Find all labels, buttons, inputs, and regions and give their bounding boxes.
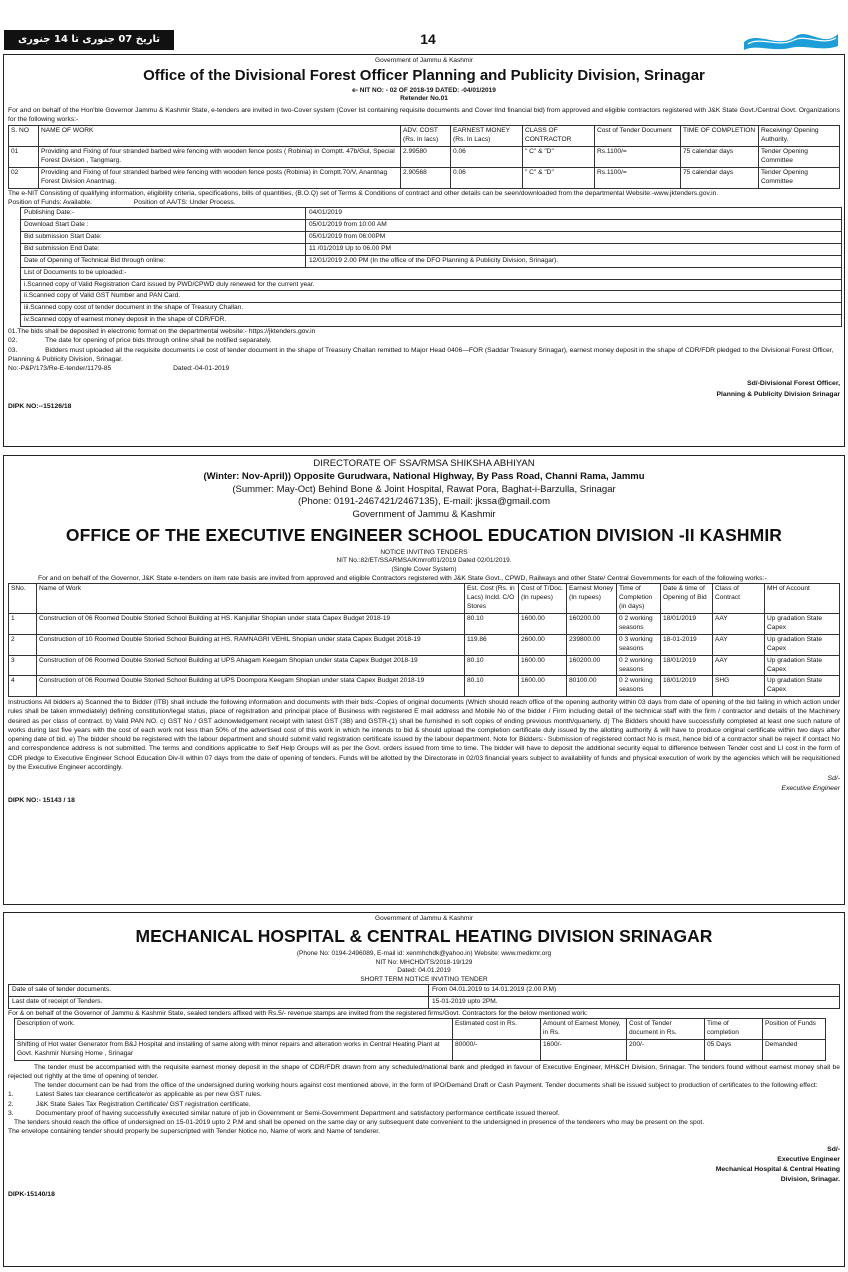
schedule-label: Date of Opening of Technical Bid through online:: [21, 255, 306, 267]
office-title: Office of the Divisional Forest Officer Planning and Publicity Division, Srinagar: [143, 67, 705, 85]
table-row: [21, 267, 842, 279]
schedule-label: Download Start Date :: [21, 220, 306, 232]
funds-text: Position of Funds: Available.: [8, 198, 92, 206]
signature-line: Executive Engineer: [777, 1155, 840, 1163]
schedule-table: [20, 207, 842, 327]
table-row: [9, 655, 840, 676]
table-cell: 01: [9, 147, 39, 168]
dipk-number: DIPK NO:- 15143 / 18: [8, 796, 75, 804]
column-header: CLASS OF CONTRACTOR: [523, 126, 595, 147]
table-cell: 3: [9, 655, 37, 676]
schedule-value: 12/01/2019 2.00 PM (In the office of the DFO Planning & Publicity Division, Srinagar).: [306, 255, 842, 267]
note-1: 01.The bids shall be deposited in electronic format on the departmental website:- https://jktenders.gov.in: [8, 328, 316, 336]
table-cell: Up gradation State Capex: [765, 634, 840, 655]
notice-title: NOTICE INVITING TENDERS: [380, 548, 468, 556]
enit-info: The e-NIT Consisting of qualifying information, eligibility criteria, specifications, bills of quantities, (B.O.Q) set of Terms & Conditions of contract and other details can be seen/downloaded from the departmental Website:-www.jktenders.gov.in.: [8, 189, 719, 197]
aats-text: Position of AA/TS: Under Process.: [133, 198, 236, 206]
govt-line: Government of Jammu & Kashmir: [352, 509, 496, 521]
table-cell: 0 2 working seasons: [617, 655, 661, 676]
table-cell: 0 3 working seasons: [617, 634, 661, 655]
schedule-value: From 04.01.2019 to 14.01.2019 (2.00 P.M): [429, 984, 840, 996]
column-header: SNo.: [9, 584, 37, 614]
note-2: [8, 336, 840, 345]
intro-text: For and on behalf of the Hon'ble Governor Jammu & Kashmir State, e-tenders are invited in two-Cover system (Cover Ist containing requisite documents and Cover IInd financial bid) from approved and eligible contractors registered with J&K State Govt./Central Govt. Organizations for the following works:-: [8, 106, 840, 124]
works-table: [8, 583, 840, 697]
table-cell: 160200.00: [567, 655, 617, 676]
column-header: Cost of Tender Document: [595, 126, 681, 147]
table-cell: 1600.00: [519, 676, 567, 697]
notice-title: SHORT TERM NOTICE INVITING TENDER: [360, 975, 488, 983]
column-header: Class of Contract: [713, 584, 765, 614]
column-header: Cost of Tender document in Rs.: [627, 1018, 705, 1039]
nit-number: e- NIT NO: - 02 OF 2018-19 DATED: -04/01/2019: [352, 86, 496, 94]
table-cell: 200/-: [627, 1039, 705, 1060]
schedule-label: Bid submission End Date:: [21, 243, 306, 255]
note-text: The date for opening of price bids through online shall be notified separately.: [45, 337, 272, 345]
column-header: Earnest Money (In rupees): [567, 584, 617, 614]
table-cell: 80000/-: [453, 1039, 541, 1060]
column-header: TIME OF COMPLETION: [681, 126, 759, 147]
table-cell: SHG: [713, 676, 765, 697]
list-text: J&K State Sales Tax Registration Certificate/ GST registration certificate.: [36, 1100, 251, 1108]
instructions-text: Instructions All bidders a) Scanned the to Bidder (ITB) shall include the following information and documents with their bids:-Copies of original documents (Which should reach office of the opening authority within 03 days from date of opening of the bid failing in which action under rules shall be taken immediately) defining constitution/legal status, place of registration and principal place of Business with registered E mail address and Mobile No of the bidder / Firm including detail of the technical staff with the firm / contractor and details of the Machinery desired as per class of contract. b) Valid PAN NO. c) GST No / GST acknowledgement receipt with latest GST (3B) and GSTR-(1) shall be furnished in soft copies of ending previous month/quarterly. d) The Bidders should have successfully completed at least one such nature of works during last five years with the cost of each work not less than 50% of the advertised cost of this work in which he intends to bid & should upload the completion certificate duly issued by the allotting authority & will have to produce original certificate within two days after opening date of bid. e) The bidder should be registered with the labour department and should submit valid registration certificate issued by the labour department. Note for Bidders:- Submission of registered contact No is must, hence bid of a contractor shall be reject if contact No and correspondence address is not submitted. The terms and conditions applicable to Self Help Groups will as per the Govt. orders issued from time to time. The bidder will have to deposit the additional security equal to difference between Tender cost and LI cost in the form of CDR pledge to Executive Engineer School Education Div-II within 07 days from the date of opening of tenders. Funds will be allotted by the Directorate in 02/03 financial years subject to availability of funds and physical execution of work by the agencies which will be requisitioned by the Executive Engineer accordingly.: [8, 699, 840, 771]
table-row: [21, 220, 842, 232]
table-cell: 80100.00: [567, 676, 617, 697]
dipk-number: DIPK-15140/18: [8, 1191, 55, 1199]
table-cell: Providing and Fixing of four stranded barbed wire fencing with wooden fence posts ( Robinia) in Comptt. 47b/Gul, Special Forest Division , Tangmarg.: [39, 147, 401, 168]
signature-line: Division, Srinagar.: [780, 1176, 840, 1184]
table-row: [9, 614, 840, 635]
paragraph: The tender must be accompanied with the requisite earnest money deposit in the shape of CDR/FDR drawn from any scheduled/national bank and pledged in favour of Executive Engineer, MH&CH Division, Srinagar. The tenders found without earnest money shall be rejected out rightly at the time of opening of tender.: [8, 1063, 840, 1080]
nit-number: NIT No.:82/ET/SSARMSA/Kmrrof01/2019 Dated 02/01/2019.: [336, 557, 512, 565]
schedule-value: 05/01/2019 from 06:00PM: [306, 231, 842, 243]
signature-line: Executive Engineer: [781, 785, 840, 793]
dipk-number: DIPK NO:--15126/18: [8, 402, 72, 410]
reference-number: No:-P&P/173/Re-E-tender/1179-85: [8, 365, 112, 373]
table-cell: Shifting of Hot water Generator from B&J Hospital and installing of same along with minor repairs and alteration works in Central Heating Plant at Govt. Kashmir Nursing Home , Srinagar: [15, 1039, 453, 1060]
contact-line: (Phone No: 0194-2496089, E-mail id: xenmhchdk@yahoo.in) Website: www.medkmr.org: [296, 950, 552, 958]
table-cell: Tender Opening Committee: [759, 147, 840, 168]
funds-position: [8, 198, 840, 207]
table-cell: Construction of 06 Roomed Double Storied School Building at UPS Ahagam Keegam Shopian under stata Capex Budget 2018-19: [37, 655, 465, 676]
table-cell: Up gradation State Capex: [765, 655, 840, 676]
page-number: 14: [420, 31, 436, 47]
works-table: [8, 125, 840, 188]
schedule-value: 15-01-2019 upto 2PM.: [429, 996, 840, 1008]
list-text: Documentary proof of having successfully executed similar nature of job in Government or Semi-Government Department and satisfactory performance certificate issued thereof.: [36, 1109, 560, 1117]
table-cell: Construction of 06 Roomed Double Storied School Building at HS. Kanjullar Shopian under stata Capex Budget 2018-19: [37, 614, 465, 635]
note-number: 02.: [8, 337, 18, 345]
table-cell: 119.86: [465, 634, 519, 655]
paragraph: The envelope containing tender should properly be superscripted with Tender Notice no, Name of work and Name of tenderer.: [8, 1128, 380, 1136]
list-item: [8, 1100, 840, 1109]
table-cell: 02: [9, 167, 39, 188]
reference-date: Dated:-04-01-2019: [173, 365, 230, 373]
column-header: EARNEST MONEY (Rs. In Lacs): [451, 126, 523, 147]
note-number: 03.: [8, 346, 18, 354]
nit-number: NIT No: MHCHD/TS/2018-19/129: [375, 958, 473, 966]
column-header: S. NO: [9, 126, 39, 147]
schedule-label: Bid submission Start Date:: [21, 231, 306, 243]
nit-date: Dated: 04.01.2019: [397, 967, 451, 975]
table-cell: 80.10: [465, 614, 519, 635]
table-cell: Construction of 06 Roomed Double Storied School Building at UPS Doompora Keegam Shopian under stata Capex Budget 2018-19: [37, 676, 465, 697]
table-cell: Tender Opening Committee: [759, 167, 840, 188]
signature-line: Sd/-Divisional Forest Officer,: [747, 380, 840, 388]
table-cell: 160200.00: [567, 614, 617, 635]
table-cell: 05 Days: [705, 1039, 763, 1060]
paragraph: The tenders should reach the office of undersigned on 15-01-2019 upto 2 P.M and shall be opened on the same day or any subsequent date convenient to the undersigned in presence of the tenderers who may be present on the spot.: [14, 1119, 705, 1127]
list-number: 1.: [8, 1091, 14, 1099]
schedule-label: Publishing Date:-: [21, 208, 306, 220]
table-row: [21, 315, 842, 327]
table-row: [21, 279, 842, 291]
column-header: MH of Account: [765, 584, 840, 614]
column-header: Cost of T/Doc. (In rupees): [519, 584, 567, 614]
newspaper-logo-icon: [738, 26, 842, 52]
table-cell: 80.10: [465, 676, 519, 697]
signature-line: Mechanical Hospital & Central Heating: [715, 1165, 840, 1173]
table-cell: " C" & "D": [523, 167, 595, 188]
system-line: (Single Cover System): [391, 565, 457, 573]
contact-line: (Phone: 0191-2467421/2467135), E-mail: jkssa@gmail.com: [297, 496, 551, 508]
table-row: [9, 634, 840, 655]
column-header: Est. Cost (Rs. in Lacs) Incld. C/O Stores: [465, 584, 519, 614]
table-cell: 4: [9, 676, 37, 697]
table-cell: 0 2 working seasons: [617, 676, 661, 697]
table-header-row: [15, 1018, 826, 1039]
table-row: [21, 208, 842, 220]
retender-number: Retender No.01: [400, 95, 448, 103]
list-number: 3.: [8, 1109, 14, 1117]
table-cell: 1: [9, 614, 37, 635]
intro-text: For & on behalf of the Governor of Jammu & Kashmir State, sealed tenders affixed with Rs.5/- revenue stamps are invited from the registered firms/Govt. Contractors for the below mentioned work:: [8, 1009, 588, 1017]
reference-line: [8, 364, 840, 373]
table-cell: 239800.00: [567, 634, 617, 655]
newspaper-logo: [738, 26, 842, 52]
table-cell: 2.99580: [401, 147, 451, 168]
school-education-tender-notice: [3, 455, 845, 905]
table-row: [15, 1039, 826, 1060]
table-cell: 75 calendar days: [681, 147, 759, 168]
table-cell: 18/01/2019: [661, 676, 713, 697]
govt-line: Government of Jammu & Kashmir: [375, 915, 473, 922]
summer-address: (Summer: May-Oct) Behind Bone & Joint Hospital, Rawat Pora, Baghat-i-Barzulla, Srinagar: [232, 483, 616, 495]
list-item: [8, 1090, 840, 1099]
list-text: Latest Sales tax clearance certificate/or as applicable as per new GST rules.: [36, 1091, 262, 1099]
table-cell: 0.06: [451, 147, 523, 168]
table-row: [9, 996, 840, 1008]
table-cell: Up gradation State Capex: [765, 614, 840, 635]
table-cell: AAY: [713, 655, 765, 676]
table-row: [9, 676, 840, 697]
table-cell: 75 calendar days: [681, 167, 759, 188]
list-number: 2.: [8, 1100, 14, 1108]
table-cell: Construction of 10 Roomed Double Storied School Building at HS. RAMNAGRI VEHIL Shopian under stata Capex Budget 2018-19: [37, 634, 465, 655]
table-cell: Providing and Fixing of four stranded barbed wire fencing with wooden fence posts (Robinia) in Comptt.70/V, Anantnag Forest Division Anantnag.: [39, 167, 401, 188]
signature-line: Planning & Publicity Division Srinagar: [716, 390, 840, 398]
column-header: Estimated cost in Rs.: [453, 1018, 541, 1039]
document-item: ii.Scanned copy of Valid GST Number and PAN Card.: [21, 291, 842, 303]
table-header-row: [9, 126, 840, 147]
column-header: Date & time of Opening of Bid: [661, 584, 713, 614]
table-cell: 1600.00: [519, 614, 567, 635]
column-header: Time of Completion (in days): [617, 584, 661, 614]
table-row: [21, 291, 842, 303]
table-row: [21, 243, 842, 255]
forest-tender-notice: [3, 54, 845, 447]
note-3: [8, 346, 840, 365]
table-cell: Up gradation State Capex: [765, 676, 840, 697]
table-cell: " C" & "D": [523, 147, 595, 168]
table-cell: 80.10: [465, 655, 519, 676]
date-banner: تاریخ 07 جنوری تا 14 جنوری 2019: [4, 30, 174, 50]
document-item: i.Scanned copy of Valid Registration Card issued by PWD/CPWD duly renewed for the current year.: [21, 279, 842, 291]
table-cell: Demanded: [763, 1039, 826, 1060]
document-item: iii.Scanned copy cost of tender document in the shape of Treasury Challan.: [21, 303, 842, 315]
column-header: Time of completion: [705, 1018, 763, 1039]
column-header: NAME OF WORK: [39, 126, 401, 147]
documents-title: List of Documents to be uploaded:-: [21, 267, 842, 279]
schedule-value: 04/01/2019: [306, 208, 842, 220]
column-header: Position of Funds: [763, 1018, 826, 1039]
table-cell: 1600/-: [541, 1039, 627, 1060]
signature-line: Sd/-: [827, 1145, 840, 1153]
table-cell: AAY: [713, 614, 765, 635]
paragraph: The tender document can be had from the office of the undersigned during working hours against cost mentioned above, in the form of IPO/Demand Draft or Cash Payment. Tender documents shall be issued subject to production of certificates to the following effect:: [34, 1082, 818, 1090]
schedule-value: 05/01/2019 from 10:00 AM: [306, 220, 842, 232]
table-cell: Rs.1100/=: [595, 167, 681, 188]
schedule-label: Date of sale of tender documents.: [9, 984, 429, 996]
schedule-value: 11 /01/2019 Up to 06.00 PM: [306, 243, 842, 255]
office-title: MECHANICAL HOSPITAL & CENTRAL HEATING DIVISION SRINAGAR: [135, 926, 713, 947]
schedule-table: [8, 984, 840, 1009]
column-header: ADV. COST (Rs. In lacs): [401, 126, 451, 147]
table-cell: 18/01/2019: [661, 614, 713, 635]
table-cell: 2: [9, 634, 37, 655]
signature-line: Sd/-: [827, 775, 840, 783]
govt-line: Government of Jammu & Kashmir: [375, 57, 473, 64]
table-cell: 1600.00: [519, 655, 567, 676]
schedule-label: Last date of receipt of Tenders.: [9, 996, 429, 1008]
mechanical-hospital-tender-notice: [3, 912, 845, 1267]
winter-address: (Winter: Nov-April)) Opposite Gurudwara, National Highway, By Pass Road, Channi Rama, Jammu: [203, 470, 645, 482]
list-item: [8, 1109, 840, 1118]
directorate-title: DIRECTORATE OF SSA/RMSA SHIKSHA ABHIYAN: [313, 458, 535, 469]
column-header: Amount of Earnest Money, in Rs.: [541, 1018, 627, 1039]
table-cell: 2600.00: [519, 634, 567, 655]
table-cell: AAY: [713, 634, 765, 655]
column-header: Description of work.: [15, 1018, 453, 1039]
table-row: [9, 147, 840, 168]
table-cell: 18/01/2019: [661, 655, 713, 676]
table-row: [21, 255, 842, 267]
table-header-row: [9, 584, 840, 614]
table-row: [21, 231, 842, 243]
table-cell: 18-01-2019: [661, 634, 713, 655]
works-table: [14, 1018, 826, 1061]
column-header: Name of Work: [37, 584, 465, 614]
intro-text: For and on behalf of the Governor, J&K State e-tenders on item rate basis are invited from approved and eligible Contractors registered with J&K State Govt., CPWD, Railways and other State/ Central Governments for each of the following works:-: [38, 575, 767, 583]
table-cell: 2.90568: [401, 167, 451, 188]
note-text: Bidders must uploaded all the requisite documents i.e cost of tender document in the shape of Treasury Challan remitted to Major Head 0406—FOR (Saddar Treasury Srinagar), earnest money deposit in the shape of CDR/FDR pledged to the Divisional Forest Officer, Planning & Publicity Division, Srinagar.: [8, 346, 834, 363]
table-cell: 0 2 working seasons: [617, 614, 661, 635]
table-cell: 0.06: [451, 167, 523, 188]
document-item: iv.Scanned copy of earnest money deposit in the shape of CDR/FDR.: [21, 315, 842, 327]
table-row: [21, 303, 842, 315]
table-cell: Rs.1100/=: [595, 147, 681, 168]
table-row: [9, 167, 840, 188]
table-row: [9, 984, 840, 996]
column-header: Receiving/ Opening Authority.: [759, 126, 840, 147]
office-title: OFFICE OF THE EXECUTIVE ENGINEER SCHOOL EDUCATION DIVISION -II KASHMIR: [65, 525, 783, 546]
